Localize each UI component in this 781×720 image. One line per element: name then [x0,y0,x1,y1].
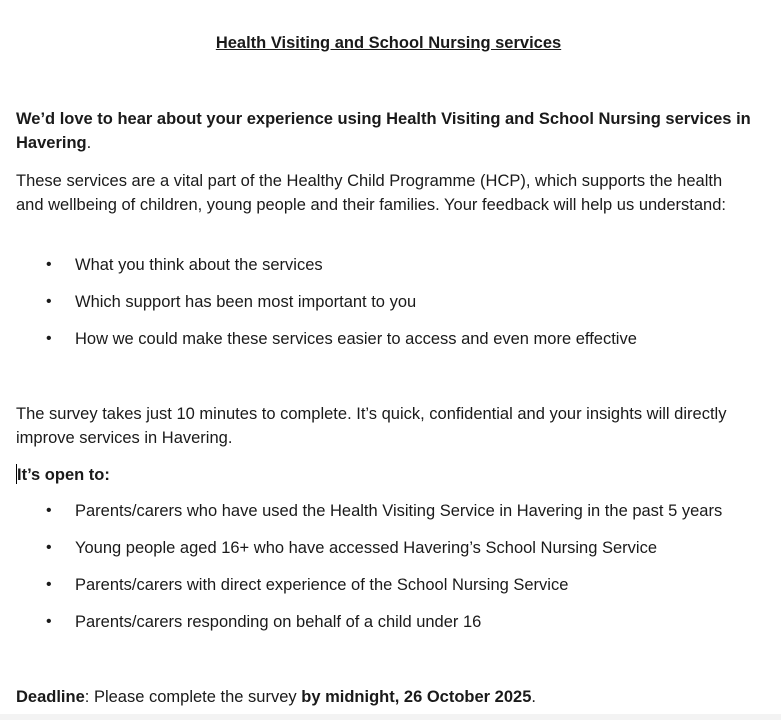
list-item: • Parents/carers who have used the Health Visiting Service in Havering in the past 5 years [16,499,722,536]
bullet-icon: • [46,256,52,273]
survey-info-paragraph: The survey takes just 10 minutes to complete. It’s quick, confidential and your insights will directly improve services in Havering. [16,405,727,447]
bullet-icon: • [46,576,52,593]
list-item: • Young people aged 16+ who have accessed Havering’s School Nursing Service [16,536,722,573]
bullet-icon: • [46,502,52,519]
intro-bold-text: We’d love to hear about your experience using Health Visiting and School Nursing services in Havering [16,110,751,152]
list-item: • Parents/carers responding on behalf of a child under 16 [16,610,722,647]
intro-end: . [86,134,92,152]
list-item: • What you think about the services [16,253,637,290]
open-to-heading: It’s open to: [17,466,110,484]
deadline-paragraph: Deadline: Please complete the survey by midnight, 26 October 2025. [16,688,536,706]
list-item: • Parents/carers with direct experience of the School Nursing Service [16,573,722,610]
open-to-list [16,499,722,647]
intro-paragraph [16,107,766,155]
description-paragraph: These services are a vital part of the Healthy Child Programme (HCP), which supports the health and wellbeing of children, young people and their families. Your feedback will help us understand: [16,172,726,214]
bullet-icon: • [46,330,52,347]
deadline-date: by midnight, 26 October 2025 [301,688,532,706]
list-item: • Which support has been most important to you [16,290,637,327]
list-item: • How we could make these services easier to access and even more effective [16,327,637,364]
bullet-icon: • [46,293,52,310]
deadline-label: Deadline [16,688,85,706]
bullet-icon: • [46,613,52,630]
document-title: Health Visiting and School Nursing services [215,34,562,52]
understand-list [16,253,637,364]
bullet-icon: • [46,539,52,556]
bottom-bar [0,714,781,720]
